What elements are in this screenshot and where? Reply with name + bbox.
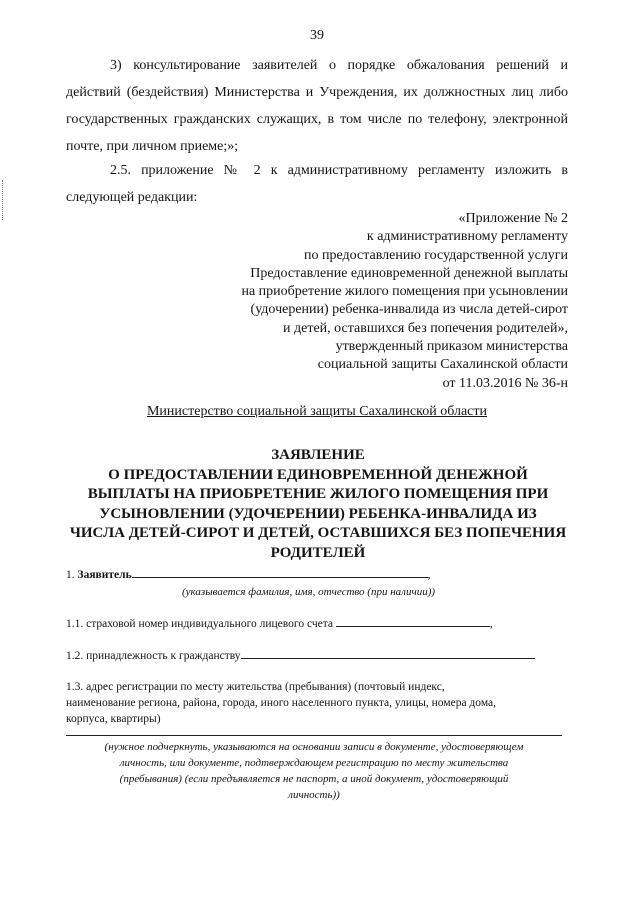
appendix-line: Предоставление единовременной денежной выплаты xyxy=(250,265,568,281)
applicant-label: Заявитель xyxy=(77,569,132,581)
appendix-line: на приобретение жилого помещения при усыновлении xyxy=(241,284,568,300)
address-label-line: корпуса, квартиры) xyxy=(66,713,161,725)
paragraph-consulting: 3) консультирование заявителей о порядке обжалования решений и действий (бездействия) Министерства и Учреждения, их должностных лиц либо государственных гражданских служащих, в том числе по телефону, электронной почте, при личном приеме;»; xyxy=(66,58,568,154)
appendix-line: к административному регламенту xyxy=(366,229,568,245)
address-note-line: (пребывания) (если предъявляется не паспорт, а иной документ, удостоверяющий xyxy=(119,773,509,785)
appendix-line: (удочерении) ребенка-инвалида из числа детей-сирот xyxy=(250,302,568,318)
appendix-header xyxy=(168,210,568,393)
appendix-line: от 11.03.2016 № 36-н xyxy=(442,375,568,391)
appendix-line: по предоставлению государственной услуги xyxy=(304,247,568,263)
snils-comma: , xyxy=(489,618,493,630)
snils-field[interactable] xyxy=(336,614,490,627)
address-label xyxy=(66,679,566,727)
document-title xyxy=(60,446,576,563)
scan-edge-mark xyxy=(2,180,4,220)
address-note-line: личность)) xyxy=(288,789,340,801)
title-line: ЧИСЛА ДЕТЕЙ-СИРОТ И ДЕТЕЙ, ОСТАВШИХСЯ БЕЗ ПОПЕЧЕНИЯ xyxy=(69,525,567,541)
citizenship-field[interactable] xyxy=(241,646,535,659)
title-line: О ПРЕДОСТАВЛЕНИИ ЕДИНОВРЕМЕННОЙ ДЕНЕЖНОЙ xyxy=(108,466,528,483)
paragraph-amendment: 2.5. приложение № 2 к административному регламенту изложить в следующей редакции: xyxy=(66,163,568,205)
applicant-comma: , xyxy=(427,569,431,581)
appendix-line: и детей, оставшихся без попечения родителей», xyxy=(283,320,568,336)
title-line: УСЫНОВЛЕНИИ (УДОЧЕРЕНИИ) РЕБЕНКА-ИНВАЛИДА ИЗ xyxy=(99,505,537,522)
applicant-number: 1. xyxy=(66,569,75,581)
address-field[interactable] xyxy=(66,735,562,736)
snils-label: 1.1. страховой номер индивидуального лицевого счета xyxy=(66,618,333,630)
applicant-hint: (указывается фамилия, имя, отчество (при наличии)) xyxy=(182,586,436,598)
ministry-name: Министерство социальной защиты Сахалинской области xyxy=(146,404,488,419)
title-line: ЗАЯВЛЕНИЕ xyxy=(271,447,365,463)
appendix-line: социальной защиты Сахалинской области xyxy=(317,357,568,373)
applicant-name-field[interactable] xyxy=(132,565,428,578)
address-note-line: личность, или документе, подтверждающем регистрацию по месту жительства xyxy=(119,757,509,769)
citizenship-row xyxy=(66,646,535,664)
citizenship-label: 1.2. принадлежность к гражданству xyxy=(66,650,241,662)
address-label-line: наименование региона, района, города, иного населенного пункта, улицы, номера дома, xyxy=(66,697,496,709)
address-note-line: (нужное подчеркнуть, указываются на основании записи в документе, удостоверяющем xyxy=(104,741,524,753)
title-line: РОДИТЕЛЕЙ xyxy=(270,544,366,561)
snils-row xyxy=(66,614,493,632)
page-number: 39 xyxy=(310,28,324,43)
applicant-row xyxy=(66,565,431,583)
title-line: ВЫПЛАТЫ НА ПРИОБРЕТЕНИЕ ЖИЛОГО ПОМЕЩЕНИЯ ПРИ xyxy=(87,486,549,502)
appendix-line: утвержденный приказом министерства xyxy=(335,339,568,355)
address-note xyxy=(66,739,562,803)
appendix-line: «Приложение № 2 xyxy=(458,211,568,226)
address-label-line: 1.3. адрес регистрации по месту жительства (пребывания) (почтовый индекс, xyxy=(66,681,445,693)
